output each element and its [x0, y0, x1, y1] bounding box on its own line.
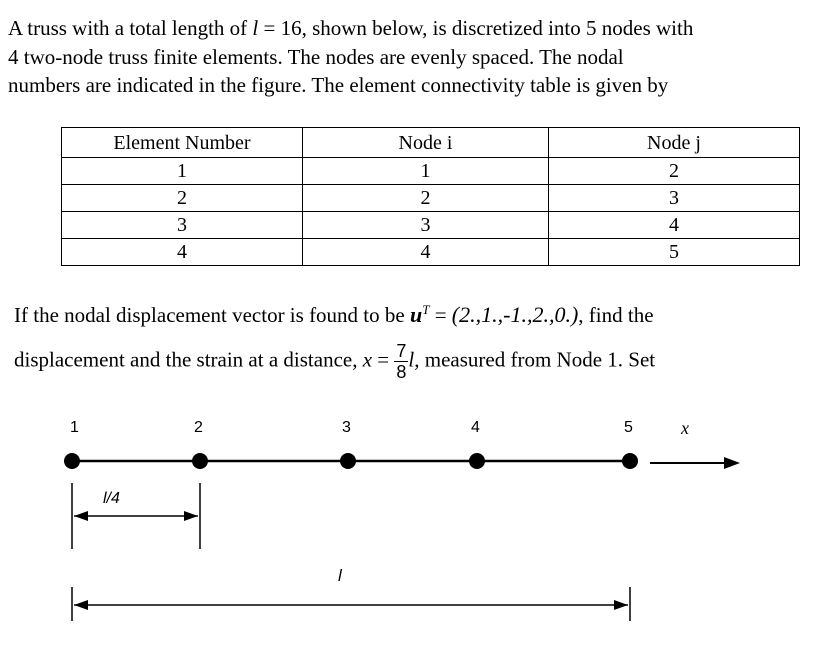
intro-line-1: A truss with a total length of l = 16, shown below, is discretized into 5 nodes with [8, 16, 694, 40]
cell-element: 1 [62, 158, 303, 185]
quarter-dim-label: l/4 [103, 490, 120, 507]
node-5 [622, 453, 638, 469]
intro-line-2: 4 two-node truss finite elements. The nodes are evenly spaced. The nodal [8, 44, 624, 69]
cell-node-j: 3 [549, 185, 800, 212]
total-dim-arrow-left [74, 600, 88, 610]
table-row [62, 158, 800, 185]
cell-node-i: 2 [303, 185, 549, 212]
total-dim-arrow-right [614, 600, 628, 610]
cell-node-j: 4 [549, 212, 800, 239]
question-line-2: displacement and the strain at a distance, x = $\frac{7}{8}$ l, measured from Node 1. Set [14, 341, 656, 382]
cell-node-i: 3 [303, 212, 549, 239]
quarter-dim-arrow-left [74, 511, 88, 521]
fraction-seven-eighths: $\frac{7}{8}$ [396, 341, 407, 382]
table-row [62, 239, 800, 266]
table-row [62, 185, 800, 212]
table-header-row [62, 128, 800, 158]
cell-element: 2 [62, 185, 303, 212]
x-axis-label: x [681, 418, 689, 438]
problem-intro [8, 14, 808, 100]
node-1 [64, 453, 80, 469]
x-axis-arrowhead [724, 457, 740, 469]
table-row [62, 212, 800, 239]
cell-node-i: 4 [303, 239, 549, 266]
question-line-1: If the nodal displacement vector is found to be $u^T = (2.,1.,-1.,2.,0.)$, find the [14, 302, 654, 327]
displacement-vector: (2.,1.,-1.,2.,0.) [451, 302, 579, 327]
intro-line-3: numbers are indicated in the figure. The element connectivity table is given by [8, 73, 669, 97]
node-4 [469, 453, 485, 469]
header-node-i: Node i [303, 128, 549, 158]
total-dim-label: l [338, 566, 342, 585]
cell-node-j: 5 [549, 239, 800, 266]
node-label-2: 2 [194, 419, 203, 436]
truss-figure [0, 405, 816, 645]
node-label-5: 5 [624, 419, 633, 436]
header-element-number: Element Number [62, 128, 303, 158]
cell-element: 3 [62, 212, 303, 239]
node-label-4: 4 [471, 419, 480, 436]
node-3 [340, 453, 356, 469]
cell-element: 4 [62, 239, 303, 266]
header-node-j: Node j [549, 128, 800, 158]
quarter-dim-arrow-right [184, 511, 198, 521]
node-2 [192, 453, 208, 469]
node-label-1: 1 [70, 419, 79, 436]
node-label-3: 3 [342, 419, 351, 436]
cell-node-j: 2 [549, 158, 800, 185]
cell-node-i: 1 [303, 158, 549, 185]
element-connectivity-table [61, 127, 800, 266]
